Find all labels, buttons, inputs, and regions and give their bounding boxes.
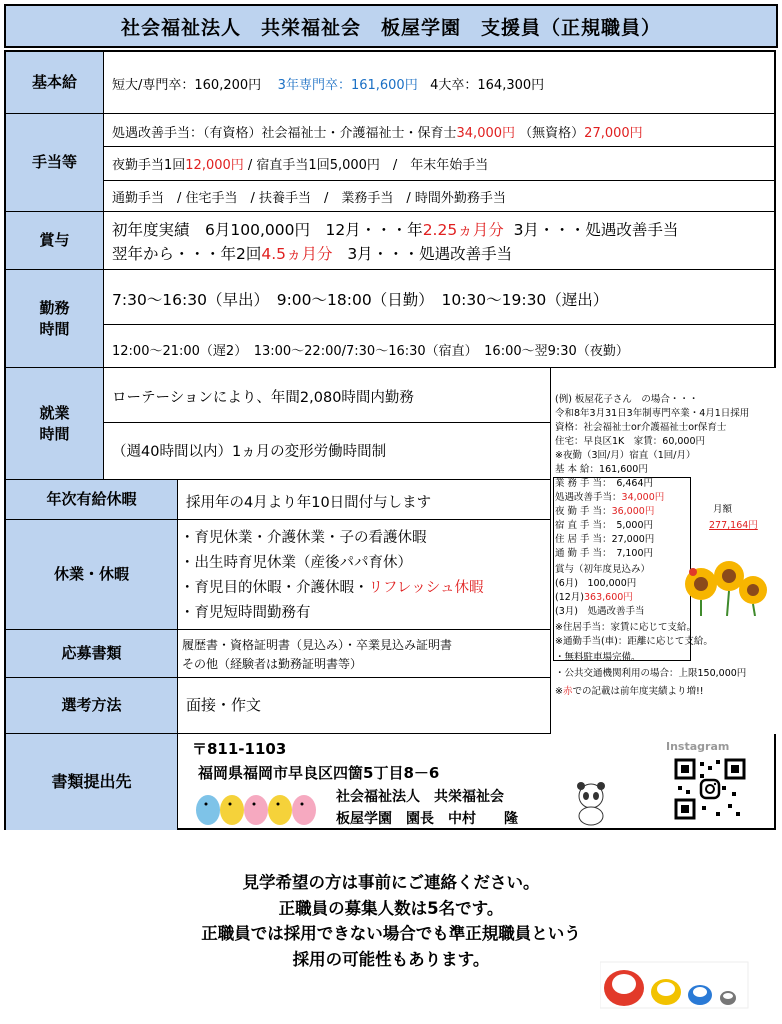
work-hours-line-1: 7:30～16:30（早出） 9:00～18:00（日勤） 10:30～19:30（遅出） [112,291,609,309]
ex-row-2 [555,478,653,491]
cell-employment-hours [104,368,550,479]
ex-base-label: 基 本 給 [555,464,590,475]
note-public-transport: ・公共交通機関利用の場合：上限150,000円 [555,668,747,679]
label-employment-hours [6,368,104,479]
instagram-label: Instagram [666,740,730,753]
notice-line-2: 正職員の募集人数は5名です。 [278,898,504,918]
example-housing: 住宅：早良区1K 家賃：60,000円 [555,436,706,447]
ex-row-7 [555,548,653,561]
ex-row-5 [555,520,653,533]
bonus-march: 3月・・・処遇改善手当 [513,221,679,239]
notice-line-3: 正職員では採用できない場合でも準正規職員という [201,924,581,944]
label-selection: 選考方法 [6,678,178,733]
label-base-salary: 基本給 [6,52,104,113]
salary-junior-college: 短大/専門卒：160,200円 [112,78,262,93]
ex-housing-value: ：27,000円 [602,534,655,545]
allowance-line-3: 通勤手当 / 住宅手当 / 扶養手当 / 業務手当 / 時間外勤務手当 [112,191,506,206]
leave-item-4: ・育児短時間勤務有 [180,605,311,621]
label-application-docs: 応募書類 [6,630,178,677]
ex-base-value: ：161,600円 [589,464,648,475]
label-paid-leave: 年次有給休暇 [6,480,178,519]
cell-bonus [104,212,776,269]
cell-allowances [104,114,776,211]
note-mark: ※ [555,686,563,697]
treatment-unqualified-amount: 27,000円 [584,126,643,141]
employment-hours-line-2: （週40時間以内）1ヵ月の変形労働時間制 [112,444,387,460]
example-heading: (例) 板屋花子さん の場合・・・ [555,394,699,405]
base-salary-values [112,74,544,93]
label-employment-2: 時間 [39,424,70,443]
label-leave: 休業・休暇 [6,520,178,629]
notice-line-4: 採用の可能性もあります。 [292,949,490,969]
salary-3yr-vocational: 3年専門卒：161,600円 [277,78,418,93]
contact-person: 板屋学園 園長 中村 隆 [336,811,518,827]
example-shifts: ※夜勤（3回/月）宿直（1回/月） [555,450,696,461]
label-work-hours-1: 勤務 [39,298,70,317]
notice-line-1: 見学希望の方は事前にご連絡ください。 [242,873,540,892]
night-shift-label: 夜勤手当1回 [112,158,186,173]
ex-row-4: 夜 勤 手 当：36,000円 [555,506,655,517]
monthly-total: 277,164円 [709,520,758,531]
ex-night-value: 36,000円 [611,506,655,517]
divider [104,146,776,147]
label-work-hours [6,270,104,367]
ex-commute-value: ： 7,100円 [602,548,654,559]
label-submission: 書類提出先 [6,734,178,830]
ex-treatment-label: 処遇改善手当 [555,492,613,503]
bonus-line-2 [112,242,512,264]
instagram-qr-code[interactable] [672,756,748,822]
postal-code: 〒811-1103 [192,740,287,758]
row-application-docs [6,630,550,678]
cell-work-hours [104,270,776,367]
treatment-qualified-amount: 34,000円 [456,126,516,141]
bonus-first-year-months: 2.25ヵ月分 [422,221,504,239]
treatment-unqualified-label: （無資格） [519,126,585,141]
ex-bonus-march: (3月) 処遇改善手当 [555,606,645,617]
ex-bonus-june: (6月) 100,000円 [555,578,637,589]
selection-text: 面接・作文 [186,696,262,714]
treatment-qualified-label: 処遇改善手当：（有資格）社会福祉士・介護福祉士・保育士 [112,126,457,141]
night-shift-amount: 12,000円 [185,158,244,173]
bonus-following-years: 翌年から・・・年2回 [112,245,262,263]
address: 福岡県福岡市早良区四箇5丁目8－6 [198,764,440,782]
row-base-salary [6,52,776,114]
application-docs-line-1: 履歴書・資格証明書（見込み）・卒業見込み証明書 [182,638,453,652]
divider [104,180,776,181]
salary-university: 4大卒：164,300円 [430,78,545,93]
ex-row-1 [555,464,648,477]
bonus-following-months: 4.5ヵ月分 [261,245,333,263]
bonus-first-year: 初年度実績 6月100,000円 12月・・・年 [112,221,423,239]
divider [104,324,776,325]
row-employment-hours [6,368,550,480]
posting-table [4,50,776,830]
label-employment-1: 就業 [39,403,70,422]
ex-commute-label: 通 勤 手 当 [555,548,603,559]
note-red-explanation: での記載は前年度実績より増!! [572,686,704,697]
monthly-label: 月額 [713,504,733,515]
ex-bonus-dec-label: (12月) [555,592,585,603]
row-selection [6,678,550,734]
note-housing: ※住居手当：家賃に応じて支給。 [555,622,696,633]
label-allowances: 手当等 [6,114,104,211]
sunflower-illustration [679,556,769,616]
other-shift-allowances: / 宿直手当1回5,000円 / 年末年始手当 [247,158,489,173]
leave-item-3 [180,576,483,597]
work-hours-line-2: 12:00～21:00（遅2） 13:00～22:00/7:30～16:30（宿直） 16:00～翌9:30（夜勤） [112,344,629,359]
ex-work-label: 業 務 手 当 [555,478,603,489]
refresh-leave: リフレッシュ休暇 [368,580,484,596]
row-work-hours [6,270,776,368]
employment-hours-line-1: ローテーションにより、年間2,080時間内勤務 [112,390,414,406]
organization-name: 社会福祉法人 共栄福祉会 [336,789,504,805]
example-qualification: 資格：社会福祉士or介護福祉士or保育士 [555,422,727,433]
salary-example-panel [550,368,777,734]
note-red-text [555,686,704,699]
ex-work-value: ： 6,464円 [602,478,654,489]
note-red-word: 赤 [562,686,573,697]
label-work-hours-2: 時間 [39,319,70,338]
row-paid-leave [6,480,550,520]
leave-item-3-text: ・育児目的休暇・介護休暇・ [180,580,369,596]
row-allowances [6,114,776,212]
bonus-march-2: 3月・・・処遇改善手当 [347,245,513,263]
ex-row-3: 処遇改善手当：34,000円 [555,492,665,503]
paid-leave-text: 採用年の4月より年10日間付与します [186,495,432,511]
example-graduation: 令和8年3月31日3年制専門卒業・4月1日採用 [555,408,750,419]
row-leave [6,520,550,630]
ex-treatment-value: 34,000円 [621,492,665,503]
leave-item-2: ・出生時育児休業（産後パパ育休） [180,555,412,571]
leave-item-1: ・育児休業・介護休業・子の看護休暇 [180,530,427,546]
cell-base-salary [104,52,776,113]
ex-bonus-dec-value: 363,600円 [584,592,633,603]
ex-bonus-heading: 賞与（初年度見込み） [555,564,651,575]
allowance-line-2 [112,154,488,173]
page-title: 社会福祉法人 共栄福祉会 板屋学園 支援員（正規職員） [4,4,778,48]
panda-illustration [571,780,611,826]
row-submission [6,734,776,830]
note-commute-car: ※通勤手当(車)：距離に応じて支給。 [555,636,713,647]
bonus-line-1 [112,218,678,240]
note-parking: ・無料駐車場完備。 [555,652,641,663]
ex-bonus-december [555,592,633,605]
ex-housing-label: 住 居 手 当 [555,534,603,545]
birds-illustration [194,786,324,828]
ex-row-6 [555,534,654,547]
allowance-line-1 [112,122,643,141]
ex-duty-value: ： 5,000円 [602,520,654,531]
dolls-illustration [600,960,750,1010]
label-bonus: 賞与 [6,212,104,269]
ex-night-label: 夜 勤 手 当 [555,506,603,517]
row-bonus [6,212,776,270]
ex-duty-label: 宿 直 手 当 [555,520,603,531]
divider [104,422,550,423]
application-docs-line-2: その他（経験者は勤務証明書等） [182,657,363,671]
